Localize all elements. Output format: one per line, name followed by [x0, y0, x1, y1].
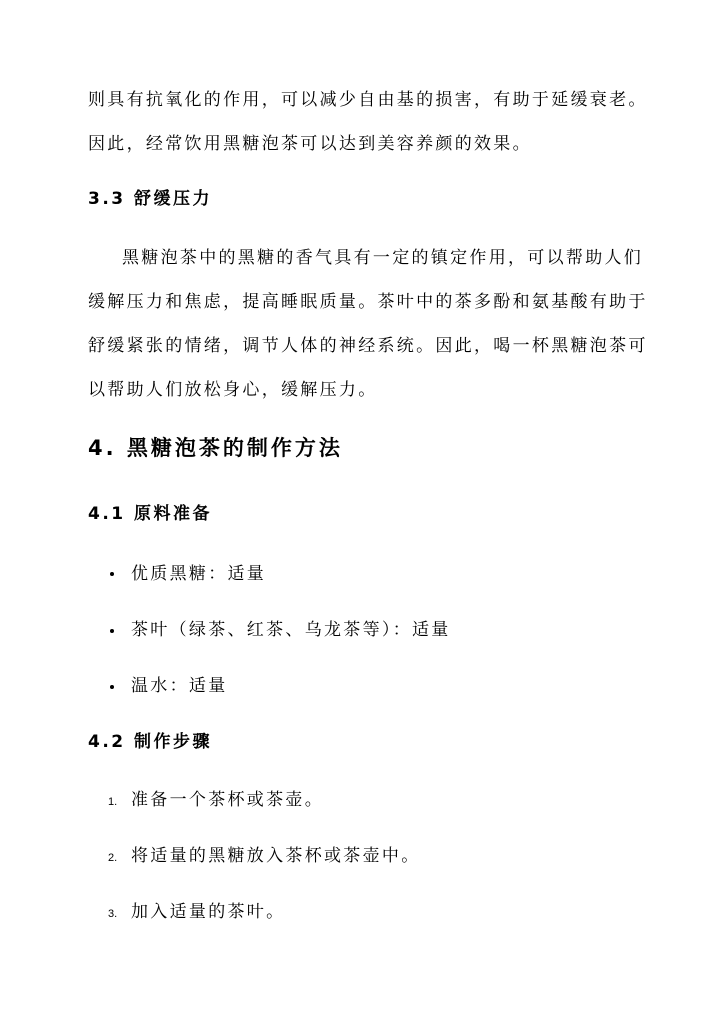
list-item: 准备一个茶杯或茶壶。 [131, 790, 324, 810]
list-item: 将适量的黑糖放入茶杯或茶壶中。 [131, 846, 421, 866]
paragraph-line: 因此，经常饮用黑糖泡茶可以达到美容养颜的效果。 [88, 134, 532, 154]
section-heading-4: 4. 黑糖泡茶的制作方法 [88, 436, 343, 460]
paragraph-line: 舒缓紧张的情绪，调节人体的神经系统。因此，喝一杯黑糖泡茶可 [88, 336, 648, 356]
paragraph-line: 缓解压力和焦虑，提高睡眠质量。茶叶中的茶多酚和氨基酸有助于 [88, 292, 648, 312]
list-number: 1. [108, 796, 118, 808]
paragraph-line: 则具有抗氧化的作用，可以减少自由基的损害，有助于延缓衰老。 [88, 90, 648, 110]
paragraph-line: 以帮助人们放松身心，缓解压力。 [88, 380, 378, 400]
list-item: 温水：适量 [131, 676, 228, 696]
list-number: 2. [108, 852, 118, 864]
list-item: 优质黑糖：适量 [131, 564, 267, 584]
section-heading-4-1: 4.1 原料准备 [88, 504, 213, 524]
bullet-dot-icon [110, 685, 114, 689]
section-heading-3-3: 3.3 舒缓压力 [88, 189, 213, 209]
list-item: 茶叶（绿茶、红茶、乌龙茶等）：适量 [131, 620, 451, 640]
list-number: 3. [108, 908, 118, 920]
bullet-dot-icon [110, 572, 114, 576]
section-heading-4-2: 4.2 制作步骤 [88, 732, 213, 752]
paragraph-line: 黑糖泡茶中的黑糖的香气具有一定的镇定作用，可以帮助人们 [122, 248, 644, 268]
bullet-dot-icon [110, 629, 114, 633]
list-item: 加入适量的茶叶。 [131, 902, 286, 922]
